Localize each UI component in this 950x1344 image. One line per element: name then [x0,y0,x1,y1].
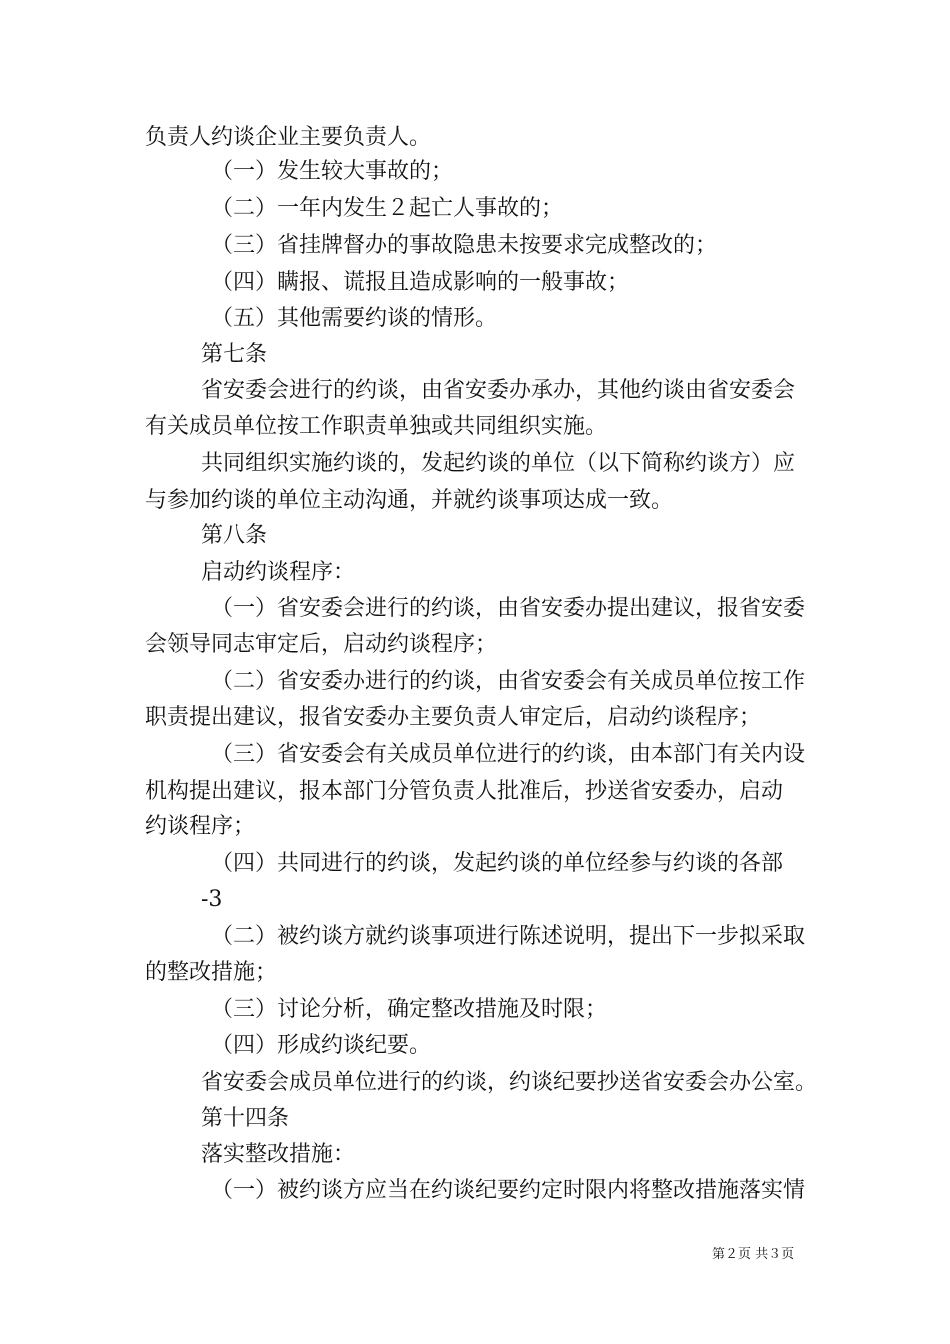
text-line: （一）被约谈方应当在约谈纪要约定时限内将整改措施落实情 [211,1178,806,1203]
text-line: 第八条 [201,523,268,548]
page-footer: 第２页 共３页 [712,1247,795,1262]
text-line: （一）省安委会进行的约谈，由省安委办提出建议，报省安委 [211,596,806,621]
text-line: 启动约谈程序： [201,560,356,585]
text-line: （四）瞒报、谎报且造成影响的一般事故； [211,270,630,295]
text-line: 约谈程序； [145,814,256,839]
text-line: 落实整改措施： [201,1142,356,1167]
text-line: （二）省安委办进行的约谈，由省安委会有关成员单位按工作 [211,669,806,694]
text-line: 会领导同志审定后，启动约谈程序； [145,632,498,657]
text-line: 省安委会成员单位进行的约谈，约谈纪要抄送省安委会办公室。 [201,1070,818,1095]
page-marker: -3 [201,887,223,912]
text-line: 负责人约谈企业主要负责人。 [145,125,432,150]
text-line: （三）讨论分析，确定整改措施及时限； [211,997,608,1022]
text-line: （三）省挂牌督办的事故隐患未按要求完成整改的； [211,233,718,258]
text-line: （三）省安委会有关成员单位进行的约谈，由本部门有关内设 [211,742,806,767]
text-line: 的整改措施； [145,960,278,985]
text-line: 职责提出建议，报省安委办主要负责人审定后，启动约谈程序； [145,705,762,730]
text-line: （四）形成约谈纪要。 [211,1033,432,1058]
text-line: （五）其他需要约谈的情形。 [211,306,498,331]
text-line: 与参加约谈的单位主动沟通，并就约谈事项达成一致。 [145,488,674,513]
text-line: 共同组织实施约谈的，发起约谈的单位（以下简称约谈方）应 [201,451,796,476]
text-line: 省安委会进行的约谈，由省安委办承办，其他约谈由省安委会 [201,378,796,403]
text-line: （四）共同进行的约谈，发起约谈的单位经参与约谈的各部 [211,851,784,876]
text-line: 机构提出建议，报本部门分管负责人批准后，抄送省安委办，启动 [145,779,784,804]
text-line: 有关成员单位按工作职责单独或共同组织实施。 [145,414,608,439]
text-line: （二）被约谈方就约谈事项进行陈述说明，提出下一步拟采取 [211,924,806,949]
text-line: （一）发生较大事故的； [211,159,454,184]
text-line: （二）一年内发生２起亡人事故的； [211,196,564,221]
text-line: 第七条 [201,342,268,367]
text-line: 第十四条 [201,1106,290,1131]
